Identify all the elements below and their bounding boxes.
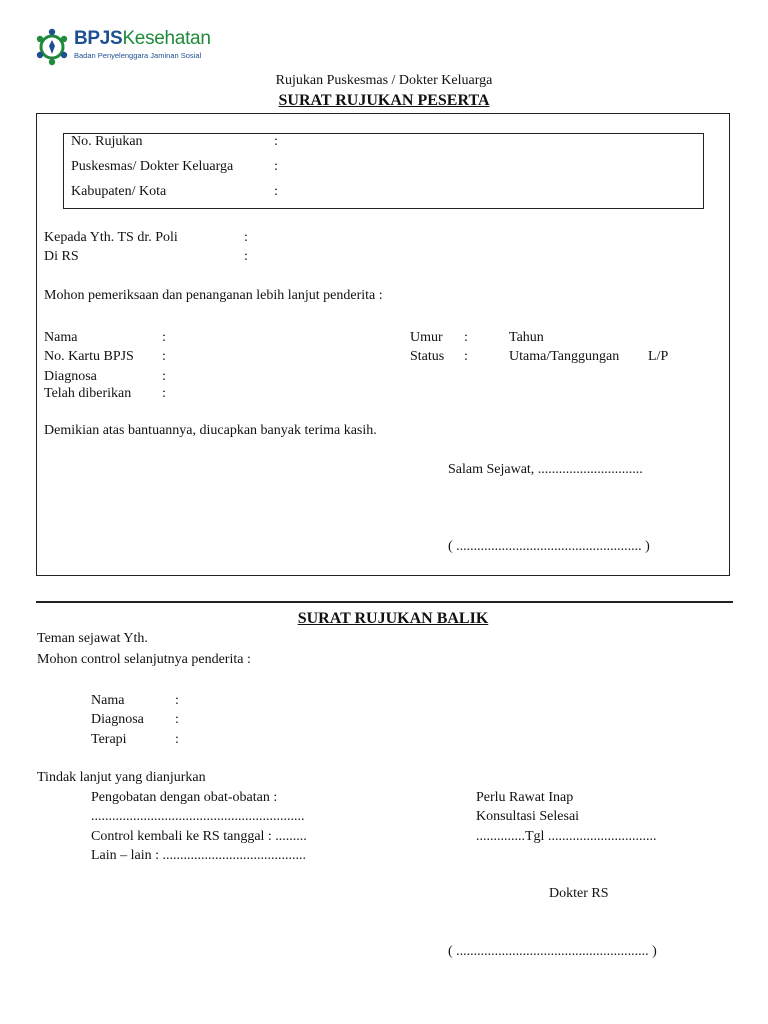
- kabupaten-label: Kabupaten/ Kota: [71, 184, 167, 199]
- back-signature: ( ....................................................... ): [448, 944, 657, 959]
- kepada-poli-label: Kepada Yth. TS dr. Poli: [44, 230, 178, 245]
- back-greeting: Teman sejawat Yth.: [37, 631, 148, 646]
- status-value: Utama/Tanggungan: [509, 349, 620, 364]
- kabupaten-sep: :: [274, 184, 278, 199]
- back-terapi-label: Terapi: [91, 732, 127, 747]
- kartu-bpjs-label: No. Kartu BPJS: [44, 349, 134, 364]
- diagnosa-sep: :: [162, 369, 166, 384]
- back-request: Mohon control selanjutnya penderita :: [37, 652, 251, 667]
- form-subtitle: Rujukan Puskesmas / Dokter Keluarga: [275, 73, 493, 88]
- followup-option: Perlu Rawat Inap: [476, 790, 574, 805]
- di-rs-label: Di RS: [44, 249, 79, 264]
- di-rs-sep: :: [244, 249, 248, 264]
- request-text: Mohon pemeriksaan dan penanganan lebih lanjut penderita :: [44, 288, 383, 303]
- back-diagnosa-sep: :: [175, 712, 179, 727]
- status-label: Status: [410, 349, 445, 364]
- puskesmas-sep: :: [274, 159, 278, 174]
- diagnosa-label: Diagnosa: [44, 369, 97, 384]
- back-nama-label: Nama: [91, 693, 125, 708]
- followup-item: Lain – lain : .........................................: [91, 848, 307, 863]
- status-sep: :: [464, 349, 468, 364]
- telah-diberikan-label: Telah diberikan: [44, 386, 132, 401]
- followup-item: Control kembali ke RS tanggal : .........: [91, 829, 307, 844]
- back-nama-sep: :: [175, 693, 179, 708]
- logo-wordmark: BPJSKesehatan: [74, 28, 211, 49]
- bpjs-logo: [34, 27, 212, 67]
- logo-tagline: Badan Penyelenggara Jaminan Sosial: [74, 51, 202, 60]
- followup-item: Pengobatan dengan obat-obatan :: [91, 790, 278, 805]
- telah-diberikan-sep: :: [162, 386, 166, 401]
- back-diagnosa-label: Diagnosa: [91, 712, 144, 727]
- back-referral-title: SURAT RUJUKAN BALIK: [297, 610, 489, 627]
- closing-text: Demikian atas bantuannya, diucapkan banyak terima kasih.: [44, 423, 377, 438]
- umur-label: Umur: [410, 330, 443, 345]
- puskesmas-label: Puskesmas/ Dokter Keluarga: [71, 159, 234, 174]
- followup-title: Tindak lanjut yang dianjurkan: [37, 770, 206, 785]
- back-terapi-sep: :: [175, 732, 179, 747]
- referral-signature: ( ..................................................... ): [448, 539, 650, 554]
- bpjs-emblem-icon: [34, 28, 70, 66]
- nama-sep: :: [162, 330, 166, 345]
- salam-sejawat: Salam Sejawat, ..............................: [448, 462, 643, 477]
- umur-sep: :: [464, 330, 468, 345]
- nama-label: Nama: [44, 330, 78, 345]
- followup-date: ..............Tgl ...............................: [476, 829, 657, 844]
- gender-value: L/P: [648, 349, 669, 364]
- doctor-label: Dokter RS: [549, 886, 609, 901]
- umur-unit: Tahun: [509, 330, 544, 345]
- section-divider: [36, 601, 733, 603]
- no-rujukan-label: No. Rujukan: [71, 134, 143, 149]
- followup-item: .............................................................: [91, 809, 305, 824]
- followup-option: Konsultasi Selesai: [476, 809, 580, 824]
- form-title: SURAT RUJUKAN PESERTA: [278, 92, 490, 109]
- kartu-bpjs-sep: :: [162, 349, 166, 364]
- kepada-poli-sep: :: [244, 230, 248, 245]
- no-rujukan-sep: :: [274, 134, 278, 149]
